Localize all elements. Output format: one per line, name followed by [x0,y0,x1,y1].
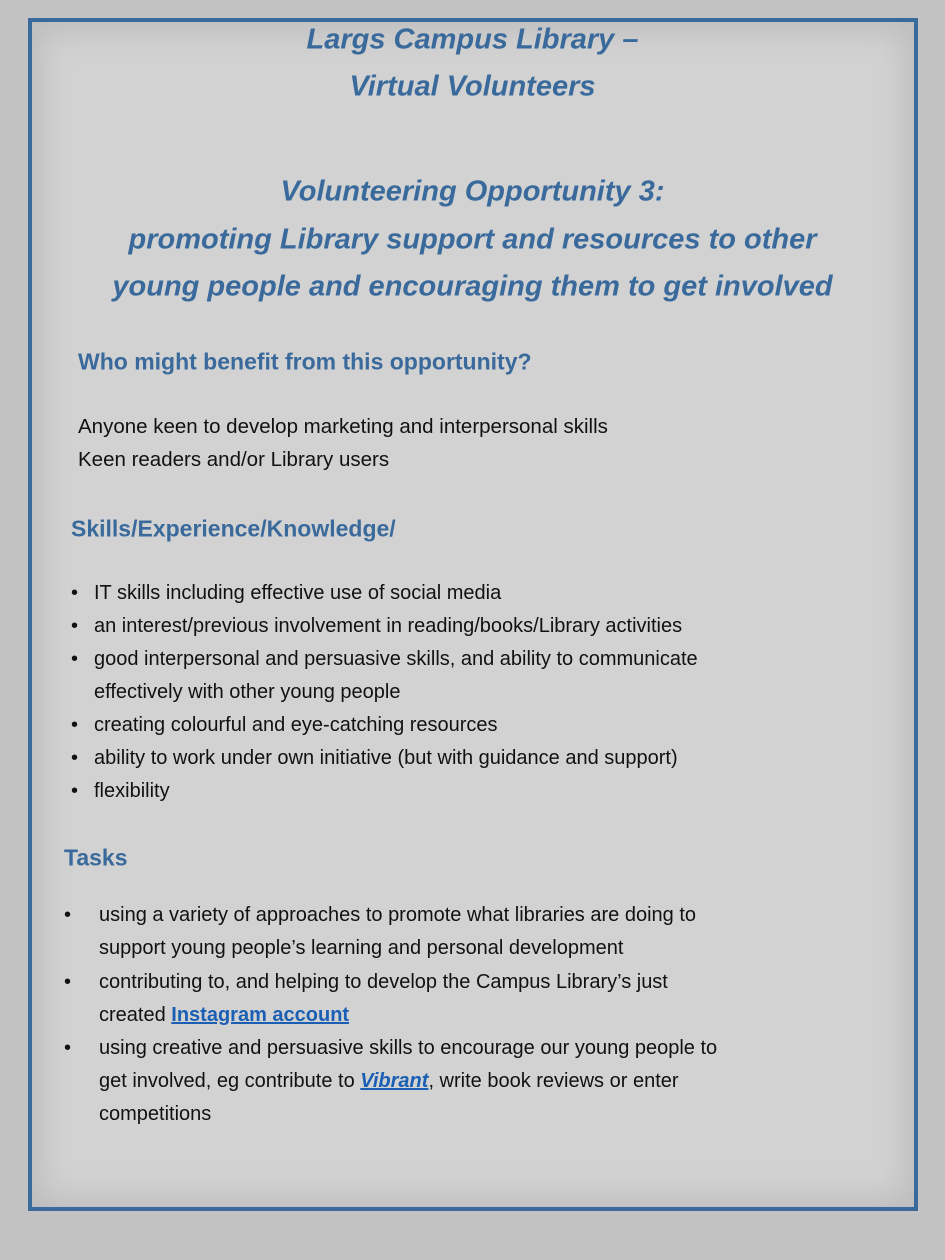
bullet: • [71,714,79,736]
page-title-line2: Virtual Volunteers [349,70,596,103]
bullet: • [64,904,72,926]
task-item: using creative and persuasive skills to encourage our young people to [99,1037,718,1059]
vibrant-link[interactable]: Vibrant [360,1070,429,1092]
skills-item: IT skills including effective use of social media [94,582,502,604]
bullet: • [71,747,79,769]
skills-item: good interpersonal and persuasive skills, and ability to communicate [94,648,698,670]
skills-item: an interest/previous involvement in reading/books/Library activities [94,615,683,637]
page-title: Largs Campus Library – [306,23,639,56]
task-item-cont: competitions [99,1103,212,1125]
benefit-line: Anyone keen to develop marketing and interpersonal skills [78,414,608,438]
task-text: get involved, eg contribute to [99,1070,361,1092]
opportunity-subtitle-line1: promoting Library support and resources to other [128,223,817,256]
skills-item: creating colourful and eye-catching resources [94,714,498,736]
skills-heading: Skills/Experience/Knowledge/ [71,515,396,542]
benefit-line: Keen readers and/or Library users [78,447,390,471]
bullet: • [71,582,79,604]
bullet: • [64,971,72,993]
task-item: contributing to, and helping to develop the Campus Library’s just [99,971,668,993]
benefit-heading: Who might benefit from this opportunity? [78,348,532,375]
bullet: • [71,780,79,802]
bullet: • [71,615,79,637]
task-item: using a variety of approaches to promote what libraries are doing to [99,904,697,926]
task-item-cont [99,1071,679,1091]
tasks-heading: Tasks [64,844,128,871]
opportunity-subtitle-line2: young people and encouraging them to get involved [112,270,833,303]
task-item-cont [99,1005,349,1025]
task-text: created [99,1004,172,1026]
bullet: • [71,648,79,670]
skills-item-cont: effectively with other young people [94,681,401,703]
skills-item: flexibility [94,780,170,802]
opportunity-title: Volunteering Opportunity 3: [280,175,665,208]
task-item-cont: support young people’s learning and personal development [99,937,624,959]
instagram-account-link[interactable]: Instagram account [171,1004,350,1026]
task-text: , write book reviews or enter [428,1070,679,1092]
skills-item: ability to work under own initiative (but with guidance and support) [94,747,678,769]
bullet: • [64,1037,72,1059]
